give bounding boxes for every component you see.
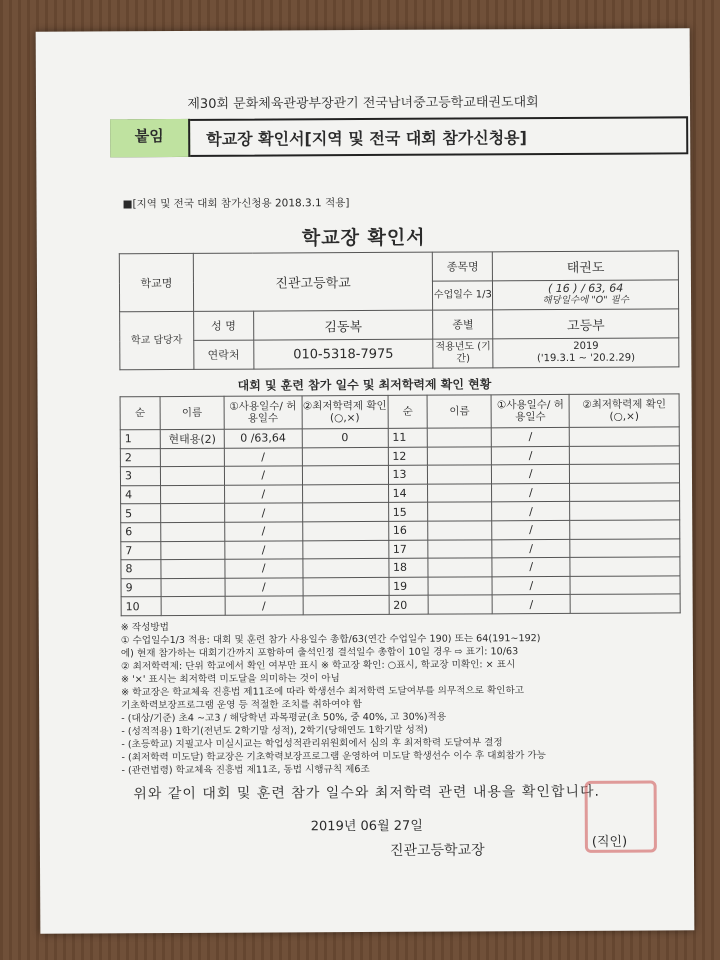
note-line: ① 수업일수1/3 적용: 대회 및 훈련 참가 사용일수 총합/63(연간 수업일수 190) 또는 64(191~192) — [120, 633, 541, 647]
cell-days: / — [492, 576, 570, 595]
cell-check — [570, 538, 680, 557]
contact-value: 010-5318-7975 — [253, 339, 433, 369]
cell-days: / — [225, 596, 303, 615]
note-line: - (초등학교) 지필고사 미실시교는 학업성적관리위원회에서 심의 후 최저학력 도달여부 결정 — [121, 737, 503, 751]
header-days: ①사용일수/ 허용일수 — [224, 396, 302, 429]
cell-name — [428, 539, 492, 558]
cell-no: 10 — [121, 597, 161, 616]
cell-no: 1 — [120, 430, 160, 449]
cell-name — [161, 504, 225, 523]
cell-days: / — [225, 522, 303, 541]
cell-name — [161, 578, 225, 597]
cell-no: 8 — [121, 560, 161, 579]
cell-no: 7 — [121, 541, 161, 560]
cell-name — [428, 577, 492, 596]
note-line: - (관련법령) 학교체육 진흥법 제11조, 동법 시행규칙 제6조 — [121, 763, 370, 777]
cell-no: 6 — [121, 523, 161, 542]
cell-check — [570, 520, 680, 539]
cell-check — [570, 464, 680, 483]
header-name: 이름 — [160, 396, 224, 429]
note-line: ② 최저학력제: 단위 학교에서 확인 여부만 표시 ※ 학교장 확인: ○표시, 학교장 미확인: × 표시 — [120, 659, 516, 673]
classdays-note: 해당일수에 "O" 필수 — [542, 294, 629, 307]
contact-label: 연락처 — [194, 340, 254, 369]
cell-name — [428, 558, 492, 577]
classdays-value: ( 16 ) / 63, 64 — [547, 281, 624, 296]
attachment-title: 학교장 확인서[지역 및 전국 대회 참가신청용] — [206, 128, 527, 149]
cell-name — [428, 428, 492, 447]
note-line: - (성적적용) 1학기(전년도 2학기말 성적), 2학기(당해연도 1학기말 성적) — [121, 724, 428, 738]
cell-days: / — [492, 558, 570, 577]
note-line: - (최저학력 미도달) 학교장은 기초학력보장프로그램 운영하여 미도달 학생선수 이수 후 대회참가 가능 — [121, 750, 546, 764]
cell-days: / — [225, 578, 303, 597]
cell-name — [428, 521, 492, 540]
note-line: 에) 현재 참가하는 대회기간까지 포함하여 출석인정 결석일수 총합이 10일 경우 ⇨ 표기: 10/63 — [120, 646, 519, 660]
cell-days: / — [224, 485, 302, 504]
cell-days: / — [225, 540, 303, 559]
classdays-label: 수업일수 1/3 — [433, 281, 493, 310]
info-table — [119, 250, 680, 370]
cell-days: / — [224, 466, 302, 485]
cell-no: 15 — [388, 503, 428, 522]
cell-days: / — [225, 559, 303, 578]
cell-check — [302, 466, 388, 485]
notes — [121, 618, 692, 777]
cell-no: 18 — [388, 558, 428, 577]
period-range: ('19.3.1 ~ '20.2.29) — [536, 352, 636, 365]
cell-days: / — [492, 502, 570, 521]
cell-name — [161, 541, 225, 560]
note-line: ※ 학교장은 학교체육 진흥법 제11조에 따라 학생선수 최저학력 도달여부를 의무적으로 확인하고 — [121, 685, 525, 699]
cell-days: / — [492, 520, 570, 539]
cell-name — [160, 448, 224, 467]
cell-check — [570, 594, 680, 613]
header-no: 순 — [388, 395, 428, 428]
period-label: 적용년도 (기간) — [433, 339, 493, 368]
name-value: 김동복 — [253, 310, 433, 340]
event-label: 종목명 — [433, 252, 493, 281]
cell-check — [303, 540, 389, 559]
note-line: ※ '×' 표시는 최저학력 미도달을 의미하는 것이 아님 — [121, 673, 340, 686]
cell-no: 2 — [120, 448, 160, 467]
cell-days: / — [492, 595, 570, 614]
cell-name: 현태용(2) — [160, 429, 224, 448]
cell-check — [302, 503, 388, 522]
confirmation-text: 위와 같이 대회 및 훈련 참가 일수와 최저학력 관련 내용을 확인합니다. — [133, 783, 600, 803]
cell-name — [428, 465, 492, 484]
section-title: 대회 및 훈련 참가 일수 및 최저학력제 확인 현황 — [237, 377, 492, 393]
cell-days: / — [492, 539, 570, 558]
school-value: 진관고등학교 — [193, 252, 433, 311]
cell-check — [570, 483, 680, 502]
cell-no: 17 — [388, 540, 428, 559]
header-academic: ②최저학력제 확인(○,×) — [569, 394, 679, 428]
cell-no: 11 — [388, 428, 428, 447]
cell-no: 14 — [388, 484, 428, 503]
cell-no: 13 — [388, 465, 428, 484]
cell-check — [570, 576, 680, 595]
cell-name — [161, 559, 225, 578]
gender-label: 종별 — [433, 310, 493, 339]
seal-label: (직인) — [591, 834, 628, 850]
cell-no: 5 — [121, 504, 161, 523]
cell-no: 20 — [389, 596, 429, 615]
cell-days: / — [224, 447, 302, 466]
header-no: 순 — [120, 397, 160, 430]
cell-check — [303, 596, 389, 615]
gender-value: 고등부 — [493, 309, 679, 339]
note-line: - (대상/기준) 초4 ~고3 / 해당학년 과목평균(초 50%, 중 40%, 고 30%)적용 — [121, 711, 447, 725]
cell-no: 19 — [389, 577, 429, 596]
cell-name — [161, 522, 225, 541]
cell-days: 0 /63,64 — [224, 429, 302, 448]
cell-no: 12 — [388, 447, 428, 466]
cell-name — [160, 485, 224, 504]
cell-name — [429, 595, 493, 614]
cell-check — [569, 445, 679, 464]
header-name: 이름 — [428, 395, 492, 428]
cell-no: 4 — [121, 485, 161, 504]
header-academic: ②최저학력제 확인(○,×) — [302, 395, 388, 428]
document-title: 학교장 확인서 — [301, 226, 426, 250]
cell-check — [303, 559, 389, 578]
attachment-label: 붙임 — [110, 119, 190, 157]
cell-no: 9 — [121, 578, 161, 597]
cell-check — [302, 484, 388, 503]
date: 2019년 06월 27일 — [310, 818, 423, 835]
school-label: 학교명 — [119, 253, 193, 311]
cell-name — [160, 466, 224, 485]
cell-days: / — [492, 483, 570, 502]
participation-table — [120, 393, 681, 616]
cell-check — [569, 427, 679, 446]
cell-name — [428, 446, 492, 465]
sub-note: ■[지역 및 전국 대회 참가신청용 2018.3.1 적용] — [122, 197, 350, 211]
table-row — [121, 594, 680, 616]
cell-days: / — [492, 465, 570, 484]
event-value: 태권도 — [493, 251, 679, 281]
cell-check: 0 — [302, 428, 388, 447]
cell-days: / — [224, 503, 302, 522]
note-line: 기초학력보장프로그램 운영 등 적절한 조치를 취하여야 함 — [121, 699, 362, 712]
cell-days: / — [492, 446, 570, 465]
cell-check — [302, 447, 388, 466]
cell-check — [302, 521, 388, 540]
note-line: ※ 작성방법 — [120, 622, 169, 634]
cell-check — [570, 557, 680, 576]
document-paper — [36, 28, 695, 933]
principal-name: 진관고등학교장 — [389, 842, 485, 859]
cell-check — [303, 577, 389, 596]
manager-label: 학교 담당자 — [120, 311, 194, 369]
cell-name — [428, 484, 492, 503]
cell-days: / — [492, 427, 570, 446]
event-heading: 제30회 문화체육관광부장관기 전국남녀중고등학교태권도대회 — [187, 95, 539, 112]
cell-name — [161, 597, 225, 616]
header-days: ①사용일수/ 허용일수 — [491, 394, 569, 427]
cell-check — [570, 501, 680, 520]
cell-no: 16 — [388, 521, 428, 540]
name-label: 성 명 — [193, 311, 253, 340]
cell-name — [428, 502, 492, 521]
cell-no: 3 — [120, 467, 160, 486]
period-year: 2019 — [573, 340, 599, 352]
